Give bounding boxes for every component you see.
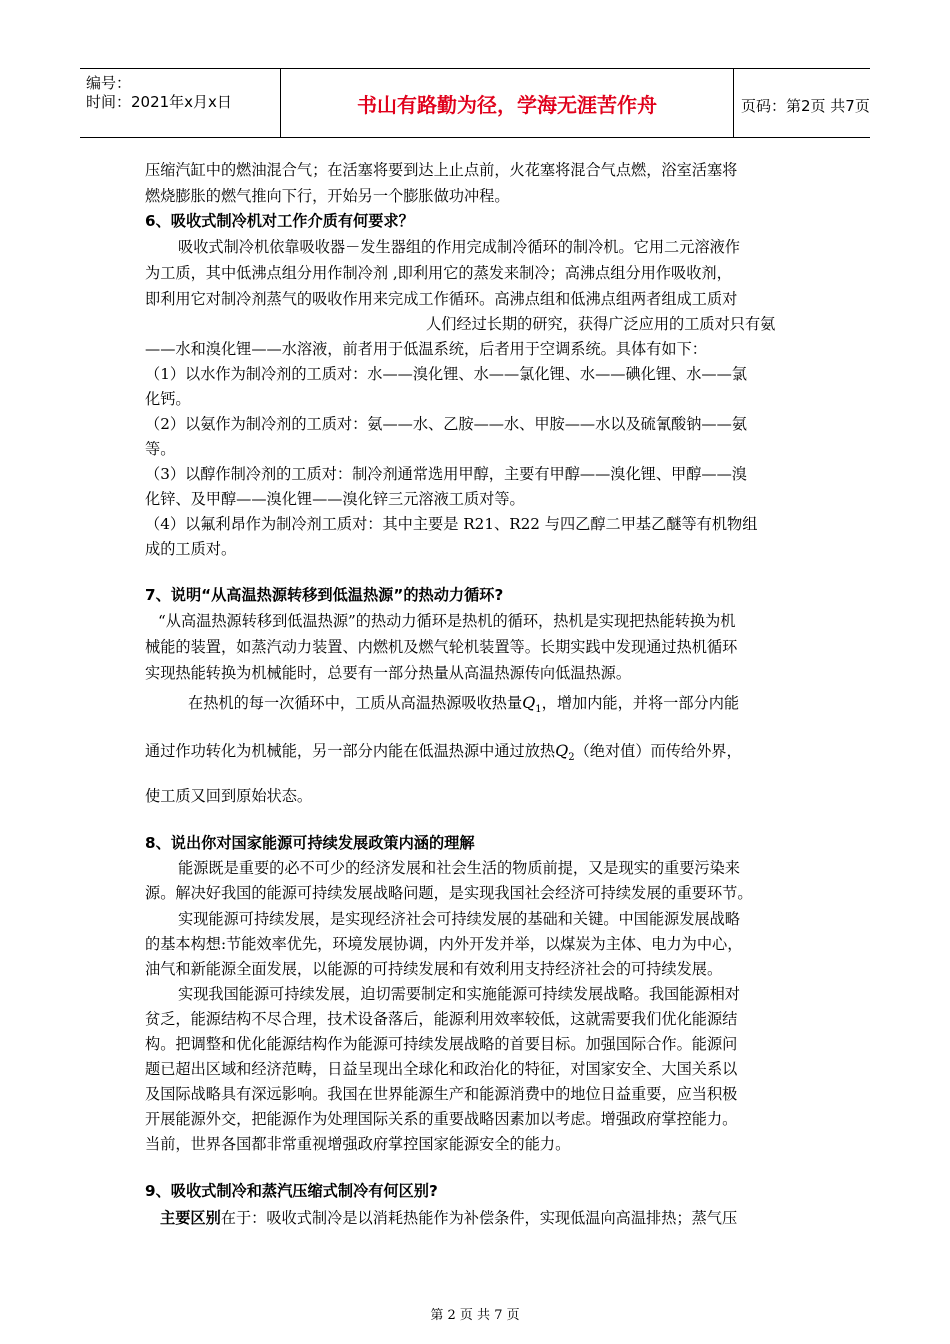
text-span: （绝对值）而传给外界， [574,742,742,760]
heat-q1-symbol [522,693,542,716]
text-line: 等。 [145,440,176,458]
text-line: 人们经过长期的研究，获得广泛应用的工质对只有氨 [426,315,776,333]
text-line: 吸收式制冷机依靠吸收器－发生器组的作用完成制冷循环的制冷机。它用二元溶液作 [178,238,740,256]
date-label: 时间：2021年x月x日 [86,93,232,111]
motto-text: 书山有路勤为径，学海无涯苦作舟 [357,93,657,117]
text-span: ，增加内能，并将一部分内能 [541,694,740,712]
text-line: “从高温热源转移到低温热源”的热动力循环是热机的循环，热机是实现把热能转换为机 [158,612,736,630]
text-line: （1）以水作为制冷剂的工质对：水——溴化锂、水——氯化锂、水——碘化锂、水——氯 [145,365,747,383]
q-letter: Q [522,693,536,712]
text-line: 实现热能转换为机械能时，总要有一部分热量从高温热源传向低温热源。 [145,664,631,682]
header-info-cell [80,69,280,137]
text-line [160,1205,825,1231]
text-line: 油气和新能源全面发展，以能源的可持续发展和有效利用支持经济社会的可持续发展。 [145,960,723,978]
text-span: 通过作功转化为机械能，另一部分内能在低温热源中通过放热 [145,742,556,760]
text-line: 实现能源可持续发展，是实现经济社会可持续发展的基础和关键。中国能源发展战略 [178,910,740,928]
text-line [145,738,810,771]
text-line: 化钙。 [145,390,191,408]
text-line: ——水和溴化锂——水溶液，前者用于低温系统，后者用于空调系统。具体有如下： [145,340,707,358]
heat-q2-symbol [555,741,575,764]
q-subscript: 2 [568,752,575,764]
text-line: 即利用它对制冷剂蒸气的吸收作用来完成工作循环。高沸点组和低沸点组两者组成工质对 [145,290,738,308]
text-line: 能源既是重要的必不可少的经济发展和社会生活的物质前提，又是现实的重要污染来 [178,859,740,877]
text-line: 为工质，其中低沸点组分用作制冷剂 ,即利用它的蒸发来制冷；高沸点组分用作吸收剂， [145,264,732,282]
text-line: （3）以醇作制冷剂的工质对：制冷剂通常选用甲醇，主要有甲醇——溴化锂、甲醇——溴 [145,465,747,483]
text-line: （2）以氨作为制冷剂的工质对：氨——水、乙胺——水、甲胺——水以及硫氰酸钠——氨 [145,415,747,433]
text-span: 在热机的每一次循环中，工质从高温热源吸收热量 [188,694,523,712]
text-line: 使工质又回到原始状态。 [145,787,313,805]
text-line: 构。把调整和优化能源结构作为能源可持续发展战略的首要目标。加强国际合作。能源问 [145,1035,738,1053]
section-heading-9: 9、吸收式制冷和蒸汽压缩式制冷有何区别? [145,1182,438,1200]
text-line: 压缩汽缸中的燃油混合气；在活塞将要到达上止点前，火花塞将混合气点燃，浴室活塞将 [145,161,738,179]
page-header [80,68,870,138]
header-page-cell [733,69,870,137]
section-heading-8: 8、说出你对国家能源可持续发展政策内涵的理解 [145,834,475,852]
text-line: 当前，世界各国都非常重视增强政府掌控国家能源安全的能力。 [145,1135,571,1153]
text-line: 械能的装置，如蒸汽动力装置、内燃机及燃气轮机装置等。长期实践中发现通过热机循环 [145,638,738,656]
text-line: 及国际战略具有深远影响。我国在世界能源生产和能源消费中的地位日益重要，应当积极 [145,1085,738,1103]
text-line: 化锌、及甲醇——溴化锂——溴化锌三元溶液工质对等。 [145,490,525,508]
q-subscript: 1 [535,704,542,716]
page-label: 页码：第2页 共7页 [741,97,870,115]
q-letter: Q [555,741,569,760]
text-line: 开展能源外交，把能源作为处理国际关系的重要战略因素加以考虑。增强政府掌控能力。 [145,1110,738,1128]
text-line: 成的工质对。 [145,540,237,558]
header-motto-cell [280,69,734,137]
text-line: （4）以氟利昂作为制冷剂工质对：其中主要是 R21、R22 与四乙醇二甲基乙醚等有机物组 [145,515,758,533]
text-line: 贫乏，能源结构不尽合理，技术设备落后，能源利用效率较低，这就需要我们优化能源结 [145,1010,738,1028]
text-line: 燃烧膨胀的燃气推向下行，开始另一个膨胀做功冲程。 [145,187,510,205]
text-line: 题已超出区域和经济范畴，日益呈现出全球化和政治化的特征，对国家安全、大国关系以 [145,1060,738,1078]
text-line: 源。解决好我国的能源可持续发展战略问题，是实现我国社会经济可持续发展的重要环节。 [145,884,753,902]
bold-phrase: 主要区别 [160,1209,221,1227]
text-line [188,690,853,723]
section-heading-7: 7、说明“从高温热源转移到低温热源”的热动力循环? [145,586,504,604]
number-label: 编号： [86,74,132,92]
text-span: 在于：吸收式制冷是以消耗热能作为补偿条件，实现低温向高温排热；蒸气压 [220,1209,738,1227]
page-footer: 第 2 页 共 7 页 [430,1308,520,1323]
section-heading-6: 6、吸收式制冷机对工作介质有何要求？ [145,212,414,230]
text-line: 的基本构想:节能效率优先，环境发展协调，内外开发并举，以煤炭为主体、电力为中心， [145,935,743,953]
text-line: 实现我国能源可持续发展，迫切需要制定和实施能源可持续发展战略。我国能源相对 [178,985,740,1003]
